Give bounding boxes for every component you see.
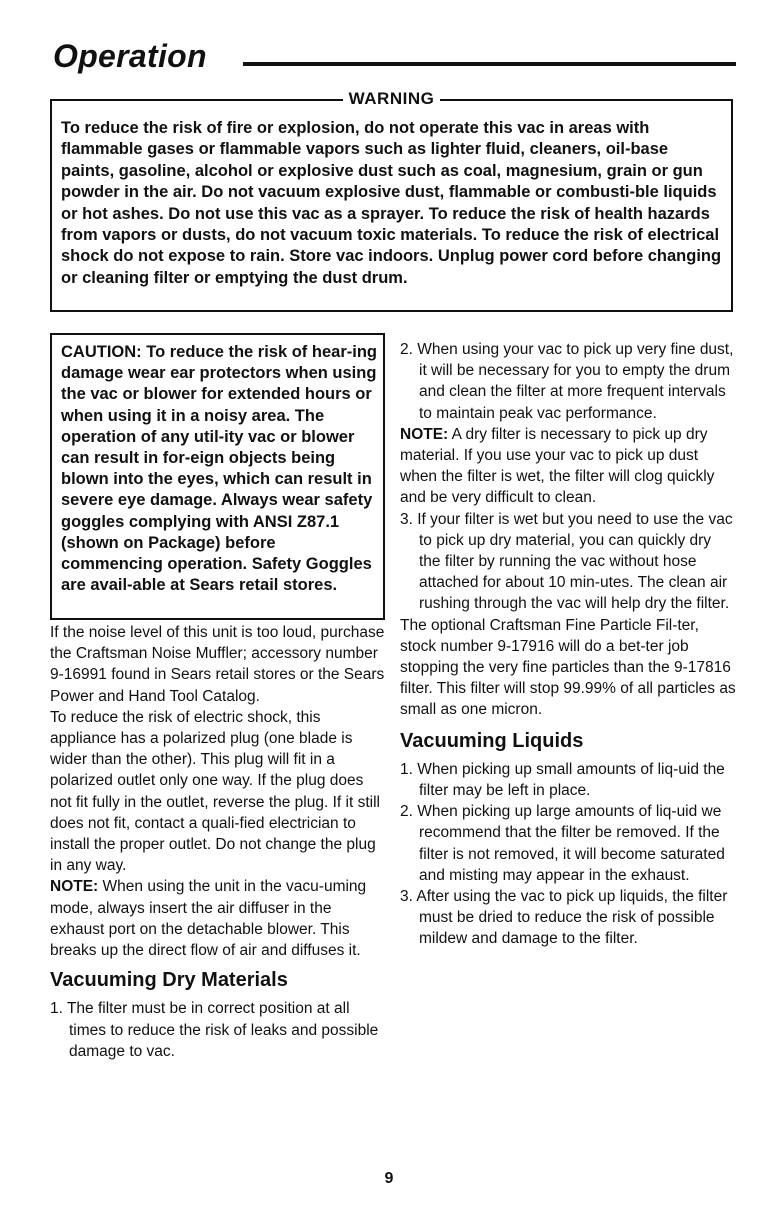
caution-box xyxy=(50,333,385,620)
note-label: NOTE: xyxy=(400,425,449,443)
fine-particle-paragraph: The optional Craftsman Fine Particle Fil-ter, stock number 9-17916 will do a bet-ter job stopping the very fine particles than the 9-17816 filter. This filter will stop 99.99% of all particles as small as one micron. xyxy=(400,616,736,719)
page-number: 9 xyxy=(384,1170,394,1187)
list-item: 2. When using your vac to pick up very fine dust, it will be necessary for you to empty the drum and clean the filter at more frequent intervals to maintain peak vac performance. xyxy=(400,341,734,422)
dry-materials-heading: Vacuuming Dry Materials xyxy=(50,969,288,992)
note-label: NOTE: xyxy=(50,878,99,896)
note-text: A dry filter is necessary to pick up dry material. If you use your vac to pick up dust when the filter is wet, the filter will clog quickly and be very difficult to clean. xyxy=(400,425,715,507)
list-item: 2. When picking up large amounts of liq-uid we recommend that the filter be removed. If the filter is not removed, it will become saturated and misting may appear in the exhaust. xyxy=(400,803,725,884)
list-item: 1. The filter must be in correct position at all times to reduce the risk of leaks and possible damage to vac. xyxy=(50,1000,379,1060)
page-title: Operation xyxy=(53,38,207,74)
right-column xyxy=(400,339,736,950)
list-item: 3. After using the vac to pick up liquids, the filter must be dried to reduce the risk of possible mildew and damage to the filter. xyxy=(400,888,728,948)
liquids-heading: Vacuuming Liquids xyxy=(400,729,584,752)
caution-text: CAUTION: To reduce the risk of hear-ing damage wear ear protectors when using the vac or blower for extended hours or when using it in a noisy area. The operation of any util-ity vac or blower can result in for-eign objects being blown into the eyes, which can result in severe eye damage. Always wear safety goggles complying with ANSI Z87.1 (shown on Package) before commencing operation. Safety Goggles are avail-able at Sears retail stores. xyxy=(61,343,377,595)
note-text: When using the unit in the vacu-uming mode, always insert the air diffuser in the exhaust port on the detachable blower. This breaks up the direct flow of air and diffuses it. xyxy=(50,878,367,960)
note-paragraph xyxy=(50,876,386,961)
warning-box xyxy=(50,89,733,312)
list-item: 1. When picking up small amounts of liq-uid the filter may be left in place. xyxy=(400,760,725,800)
shock-paragraph: To reduce the risk of electric shock, this appliance has a polarized plug (one blade is wider than the other). This plug will fit in a polarized outlet only one way. If the plug does not fit fully in the outlet, reverse the plug. If it still does not fit, contact a quali-fied electrician to install the proper outlet. Do not change the plug in any way. xyxy=(50,708,380,875)
note-paragraph xyxy=(400,424,736,509)
left-column xyxy=(50,622,386,1062)
warning-title: WARNING xyxy=(343,89,441,108)
warning-text: To reduce the risk of fire or explosion, do not operate this vac in areas with flammable gases or flammable vapors such as lighter fluid, cleaners, oil-base paints, gasoline, alcohol or explosive dust such as coal, magnesium, grain or gun powder in the air. Do not vacuum explosive dust, flammable or combusti-ble liquids or hot ashes. Do not use this vac as a sprayer. To reduce the risk of health hazards from vapors or dusts, do not vacuum toxic materials. To reduce the risk of electrical shock do not expose to rain. Store vac indoors. Unplug power cord before changing or cleaning filter or emptying the dust drum. xyxy=(61,119,722,287)
title-rule xyxy=(243,62,736,66)
list-item: 3. If your filter is wet but you need to use the vac to pick up dry material, you can quickly dry the filter by running the vac without hose attached for about 10 min-utes. The clean air rushing through the vac will help dry the filter. xyxy=(400,510,733,613)
noise-paragraph: If the noise level of this unit is too loud, purchase the Craftsman Noise Muffler; accessory number 9-16991 found in Sears retail stores or the Sears Power and Hand Tool Catalog. xyxy=(50,624,385,705)
